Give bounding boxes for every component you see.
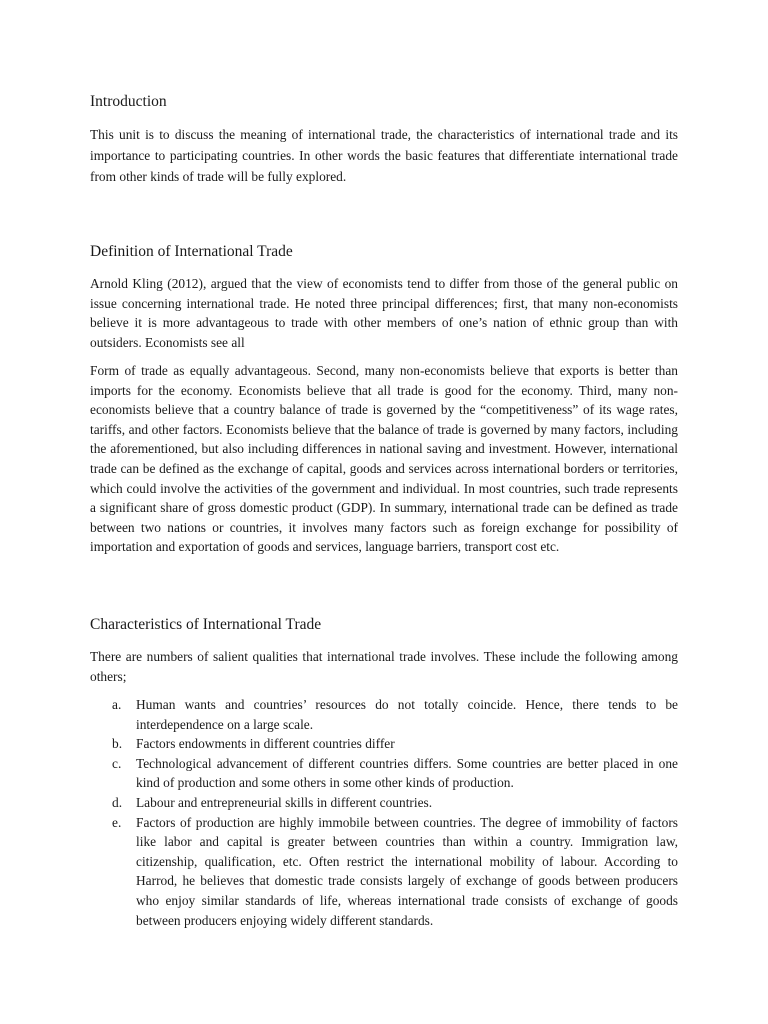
list-marker: a. <box>112 697 122 712</box>
list-marker: b. <box>112 736 123 752</box>
list-marker: d. <box>112 794 123 810</box>
list-item <box>112 695 678 734</box>
introduction-heading: Introduction <box>90 93 167 110</box>
list-item-text: Labour and entrepreneurial skills in different countries. <box>136 794 433 810</box>
list-item <box>112 754 678 793</box>
list-item-text: Human wants and countries’ resources do not totally coincide. Hence, there tends to be interdependence on a large scale. <box>136 697 678 732</box>
list-item-text: Factors of production are highly immobile between countries. The degree of immobility of factors like labor and capital is greater between countries than within a country. Immigration law, citizenship, qualification, etc. Often restrict the international mobility of labour. According to Harrod, he believes that domestic trade consists largely of exchange of goods between producers who enjoy similar standards of life, whereas international trade consists of exchange of goods between producers enjoying widely different standards. <box>136 814 678 928</box>
characteristics-intro: There are numbers of salient qualities that international trade involves. These include the following among others; <box>90 649 678 684</box>
list-item-text: Technological advancement of different countries differs. Some countries are better placed in one kind of production and some others in some other kinds of production. <box>136 755 678 791</box>
list-item <box>112 813 678 931</box>
definition-heading: Definition of International Trade <box>90 243 293 260</box>
list-item-text: Factors endowments in different countries differ <box>136 736 395 752</box>
characteristics-list <box>112 695 678 930</box>
characteristics-heading: Characteristics of International Trade <box>90 616 322 633</box>
introduction-paragraph: This unit is to discuss the meaning of international trade, the characteristics of international trade and its importance to participating countries. In other words the basic features that differentiate international trade from other kinds of trade will be fully explored. <box>90 127 678 184</box>
definition-paragraph-1: Arnold Kling (2012), argued that the view of economists tend to differ from those of the general public on issue concerning international trade. He noted three principal differences; first, that many non-economists believe it is more advantageous to trade with other members of one’s nation of ethnic group than with outsiders. Economists see all <box>90 276 678 350</box>
list-item <box>112 793 678 813</box>
list-item <box>112 734 678 754</box>
definition-paragraph-2: Form of trade as equally advantageous. Second, many non-economists believe that exports is better than imports for the economy. Economists believe that all trade is good for the economy. Third, many non-economists believe that a country balance of trade is governed by the “competitiveness” of its wage rates, tariffs, and other factors. Economists believe that the balance of trade is governed by many factors, including the aforementioned, but also including differences in national saving and investment. However, international trade can be defined as the exchange of capital, goods and services across international borders or territories, which could involve the activities of the government and individual. In most countries, such trade represents a significant share of gross domestic product (GDP). In summary, international trade can be defined as trade between two nations or countries, it involves many factors such as foreign exchange for possibility of importation and exportation of goods and services, language barriers, transport cost etc. <box>90 363 678 555</box>
list-marker: c. <box>112 755 122 771</box>
list-marker: e. <box>112 814 122 830</box>
